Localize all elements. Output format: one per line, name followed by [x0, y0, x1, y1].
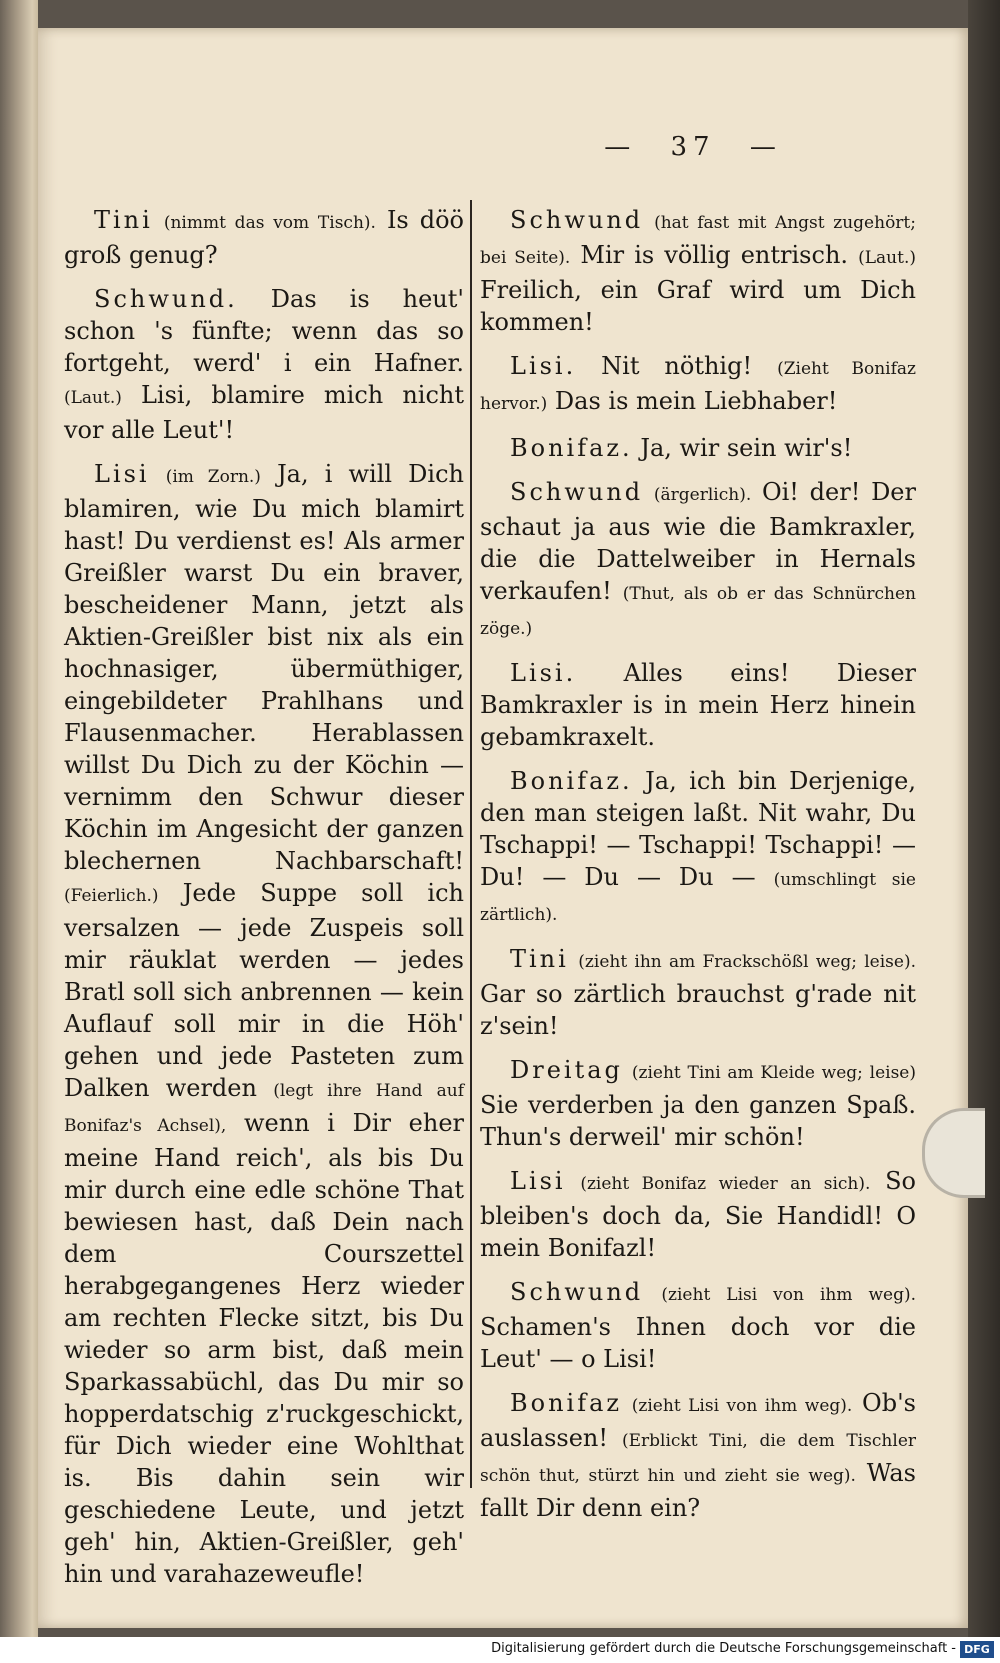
dialogue-paragraph [480, 476, 916, 645]
dialogue-text: wenn i Dir eher meine Hand reich', als bis Du mir durch eine edle schöne That bewiesen hast, daß Dein nach dem Courszettel herabgegangenes Herz wieder am rechten Flecke sitzt, bis Du wieder so arm bist, daß mein Sparkassabüchl, das Du mir so hopperdatschig z'ruckgeschickt, für Dich wieder eine Wohlthat is. Bis dahin sein wir geschiedene Leute, und jetzt geh' hin, Aktien-Greißler, geh' hin und varahazeweufle! [64, 1109, 464, 1588]
dialogue-text: Alles eins! Dieser Bamkraxler is in mein Herz hinein gebamkraxelt. [480, 659, 916, 751]
dialogue-paragraph [64, 204, 464, 271]
dialogue-text: Ja, i will Dich blamiren, wie Du mich blamirt hast! Du verdienst es! Als armer Greißler warst Du ein braver, bescheidener Mann, jetzt als Aktien-Greißler bist nix als ein hochnasiger, übermüthiger, eingebildeter Prahlhans und Flausenmacher. Herablassen willst Du Dich zu der Köchin — vernimm den Schwur dieser Köchin im Angesicht der ganzen blechernen Nachbarschaft! [64, 460, 464, 875]
dialogue-paragraph [480, 1165, 916, 1264]
dash-right: — [749, 132, 782, 162]
stage-direction: (zieht Bonifaz wieder an sich). [580, 1174, 871, 1194]
stage-direction: (im Zorn.) [165, 467, 261, 487]
dialogue-text: Ja, wir sein wir's! [640, 434, 853, 462]
dash-left: — [604, 132, 637, 162]
stage-direction: (zieht Lisi von ihm weg). [631, 1396, 853, 1416]
speaker-name: Schwund [510, 478, 644, 506]
dialogue-text: Was fallt Dir denn ein? [480, 1459, 916, 1522]
stage-direction: (Thut, als ob er das Schnürchen zöge.) [480, 584, 916, 639]
left-column [64, 204, 464, 1602]
speaker-name: Lisi [94, 460, 150, 488]
dialogue-paragraph [480, 943, 916, 1042]
dialogue-text: Sie verderben ja den ganzen Spaß. Thun's derweil' mir schön! [480, 1091, 916, 1151]
dialogue-paragraph [480, 1276, 916, 1375]
dfg-logo: DFG [960, 1641, 994, 1658]
dialogue-paragraph [480, 204, 916, 338]
stage-direction: (ärgerlich). [653, 485, 752, 505]
footer-credit: Digitalisierung gefördert durch die Deutsche Forschungsgemeinschaft - [491, 1641, 956, 1656]
stage-direction: (zieht Tini am Kleide weg; leise) [631, 1063, 916, 1083]
speaker-name: Tini [510, 945, 569, 973]
dialogue-text: Freilich, ein Graf wird um Dich kommen! [480, 276, 916, 336]
book-page [38, 28, 968, 1628]
page-number-value: 37 [670, 132, 716, 162]
speaker-name: Bonifaz. [510, 434, 633, 462]
speaker-name: Dreitag [510, 1056, 623, 1084]
stage-direction: (Laut.) [858, 248, 916, 268]
dialogue-paragraph [64, 283, 464, 446]
dialogue-text: Oi! der! Der schaut ja aus wie die Bamkraxler, die die Dattelweiber in Hernals verkaufen! [480, 478, 916, 605]
dialogue-paragraph [480, 1054, 916, 1153]
dialogue-text: Mir is völlig entrisch. [580, 241, 849, 269]
dialogue-text: So bleiben's doch da, Sie Handidl! O mein Bonifazl! [480, 1167, 916, 1262]
stage-direction: (zieht Lisi von ihm weg). [661, 1285, 916, 1305]
speaker-name: Bonifaz [510, 1389, 623, 1417]
footer-bar [0, 1637, 1000, 1663]
speaker-name: Lisi. [510, 659, 577, 687]
dialogue-text: Lisi, blamire mich nicht vor alle Leut'! [64, 381, 464, 444]
stage-direction: (Erblickt Tini, die dem Tischler schön thut, stürzt hin und zieht sie weg). [480, 1431, 917, 1486]
dialogue-text: Jede Suppe soll ich versalzen — jede Zuspeis soll mir räuklat werden — jedes Bratl soll sich anbrennen — kein Auflauf soll mir in die Höh' gehen und jede Pasteten zum Dalken werden [64, 879, 464, 1102]
dialogue-text: Gar so zärtlich brauchst g'rade nit z'sein! [480, 980, 916, 1040]
speaker-name: Schwund [510, 206, 644, 234]
adjacent-page-edge [0, 0, 38, 1663]
dialogue-paragraph [480, 350, 916, 420]
dialogue-paragraph [480, 765, 916, 931]
stage-direction: (Feierlich.) [64, 886, 159, 906]
stage-direction: (zieht ihn am Frackschößl weg; leise). [578, 952, 916, 972]
column-divider [470, 200, 472, 1488]
stage-direction: (hat fast mit Angst zugehört; bei Seite). [480, 213, 916, 268]
speaker-name: Bonifaz. [510, 767, 633, 795]
dialogue-text: Das is mein Liebhaber! [554, 387, 838, 415]
dialogue-text: Ob's auslassen! [480, 1389, 916, 1452]
stage-direction: (Zieht Bonifaz hervor.) [480, 359, 916, 414]
dialogue-paragraph [480, 1387, 916, 1524]
stage-direction: (nimmt das vom Tisch). [163, 213, 376, 233]
dialogue-text: Das is heut' schon 's fünfte; wenn das so fortgeht, werd' i ein Hafner. [64, 285, 464, 377]
right-column [480, 204, 916, 1536]
speaker-name: Lisi [510, 1167, 566, 1195]
page-number [38, 132, 968, 162]
speaker-name: Schwund [510, 1278, 644, 1306]
dialogue-text: Ja, ich bin Derjenige, den man steigen laßt. Nit wahr, Du Tschappi! — Tschappi! Tschappi! — Du! — Du — Du — [480, 767, 916, 891]
dialogue-paragraph [64, 458, 464, 1590]
dialogue-paragraph [480, 657, 916, 753]
speaker-name: Lisi. [510, 352, 577, 380]
dialogue-text: Schamen's Ihnen doch vor die Leut' — o Lisi! [480, 1313, 916, 1373]
dialogue-text: Is döö groß genug? [64, 206, 464, 269]
dialogue-paragraph [480, 432, 916, 464]
book-cover-edge [968, 0, 1000, 1663]
speaker-name: Tini [94, 206, 153, 234]
speaker-name: Schwund. [94, 285, 238, 313]
stage-direction: (Laut.) [64, 388, 122, 408]
stage-direction: (legt ihre Hand auf Bonifaz's Achsel), [64, 1081, 464, 1136]
stage-direction: (umschlingt sie zärtlich). [480, 870, 916, 925]
dialogue-text: Nit nöthig! [601, 352, 753, 380]
